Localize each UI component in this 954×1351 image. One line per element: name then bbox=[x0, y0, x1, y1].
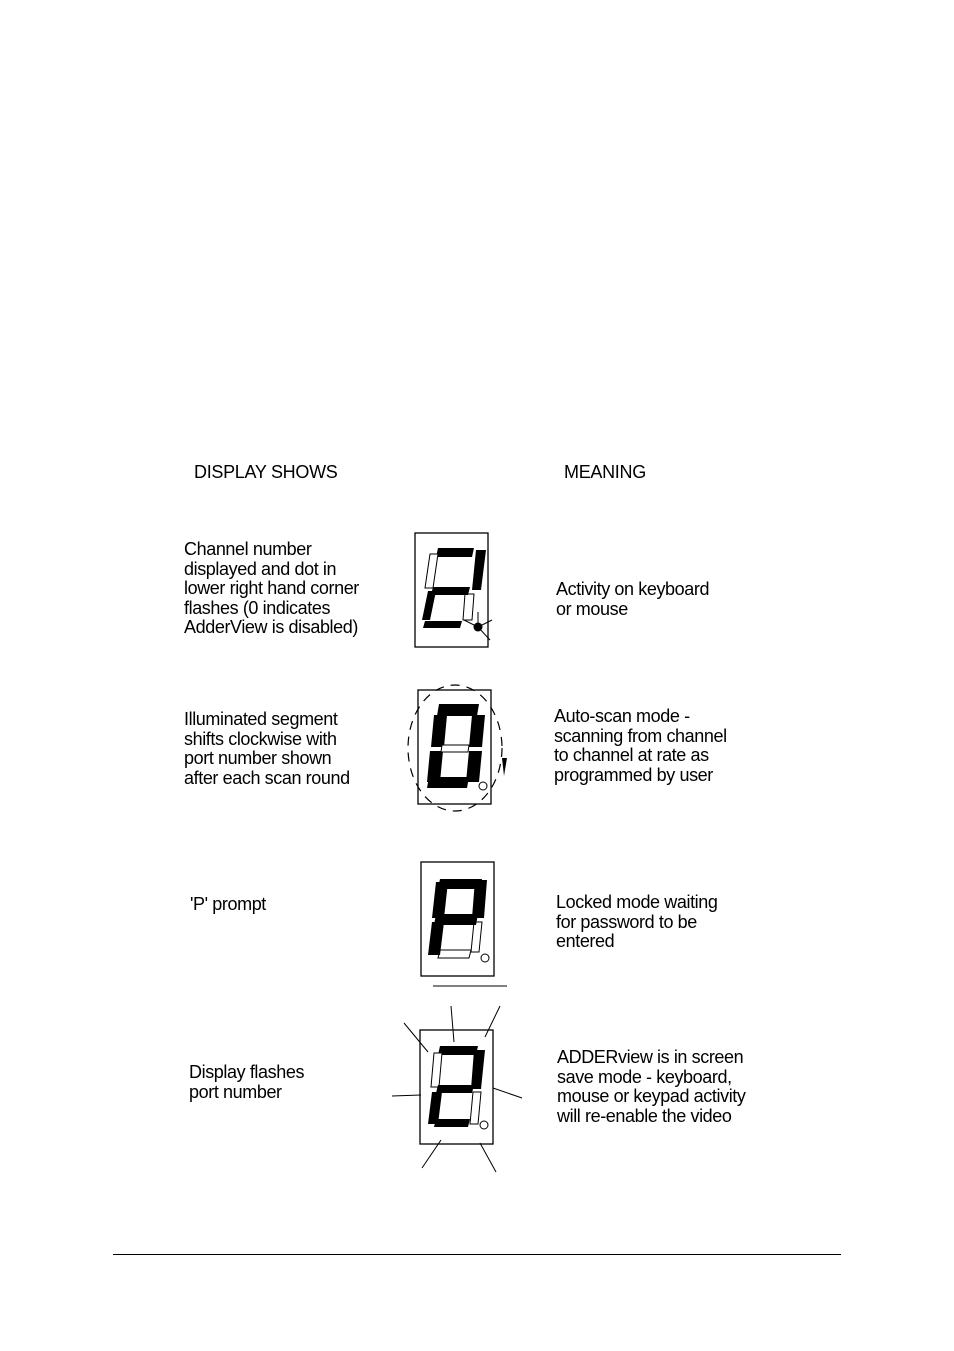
segment-b bbox=[472, 550, 486, 590]
row1-display-text: Channel number displayed and dot in lower right hand corner flashes (0 indicates AdderView is disabled) bbox=[184, 539, 359, 637]
footer-rule bbox=[113, 1254, 841, 1255]
segment-b bbox=[471, 1050, 485, 1089]
row4-meaning-text: ADDERview is in screen save mode - keyboard, mouse or keypad activity will re-enable the video bbox=[557, 1047, 746, 1126]
row4-display-text: Display flashes port number bbox=[189, 1062, 305, 1102]
row3-display-text: 'P' prompt bbox=[190, 894, 266, 914]
segment-f bbox=[425, 554, 438, 588]
row3-meaning-text: Locked mode waiting for password to be entered bbox=[556, 892, 718, 951]
scan-direction-arrow bbox=[502, 758, 507, 776]
row1-meaning-text: Activity on keyboard or mouse bbox=[556, 579, 710, 619]
segment-f bbox=[432, 882, 448, 918]
segment-display-auto-scan bbox=[408, 685, 507, 811]
segment-c bbox=[470, 1092, 481, 1124]
segment-a bbox=[437, 704, 479, 716]
dot-segment bbox=[479, 782, 487, 790]
segment-display-flashing bbox=[392, 1006, 522, 1172]
segment-g bbox=[436, 1085, 474, 1093]
dot-segment bbox=[481, 954, 489, 962]
segment-c bbox=[463, 594, 474, 620]
segment-c bbox=[471, 922, 482, 952]
row2-meaning-text: Auto-scan mode - scanning from channel to channel at rate as programmed by user bbox=[554, 706, 727, 785]
segment-g bbox=[434, 914, 478, 925]
segment-a bbox=[436, 548, 474, 557]
segment-d bbox=[423, 621, 462, 628]
segment-f bbox=[431, 1053, 442, 1087]
display-shows-header: DISPLAY SHOWS bbox=[194, 462, 338, 482]
segment-e bbox=[422, 591, 436, 620]
segment-g bbox=[431, 587, 470, 595]
segment-b bbox=[469, 715, 485, 747]
row2-display-text: Illuminated segment shifts clockwise with port number shown after each scan round bbox=[184, 709, 350, 788]
segment-d bbox=[434, 1119, 470, 1127]
segment-f bbox=[431, 715, 447, 747]
dot-segment bbox=[480, 1121, 488, 1129]
meaning-header: MEANING bbox=[564, 462, 646, 482]
segment-a bbox=[438, 1046, 478, 1055]
segment-g bbox=[441, 745, 469, 752]
segment-d bbox=[438, 950, 471, 958]
segment-display-p-prompt bbox=[421, 862, 507, 986]
segment-display-dot-flash bbox=[415, 533, 492, 647]
